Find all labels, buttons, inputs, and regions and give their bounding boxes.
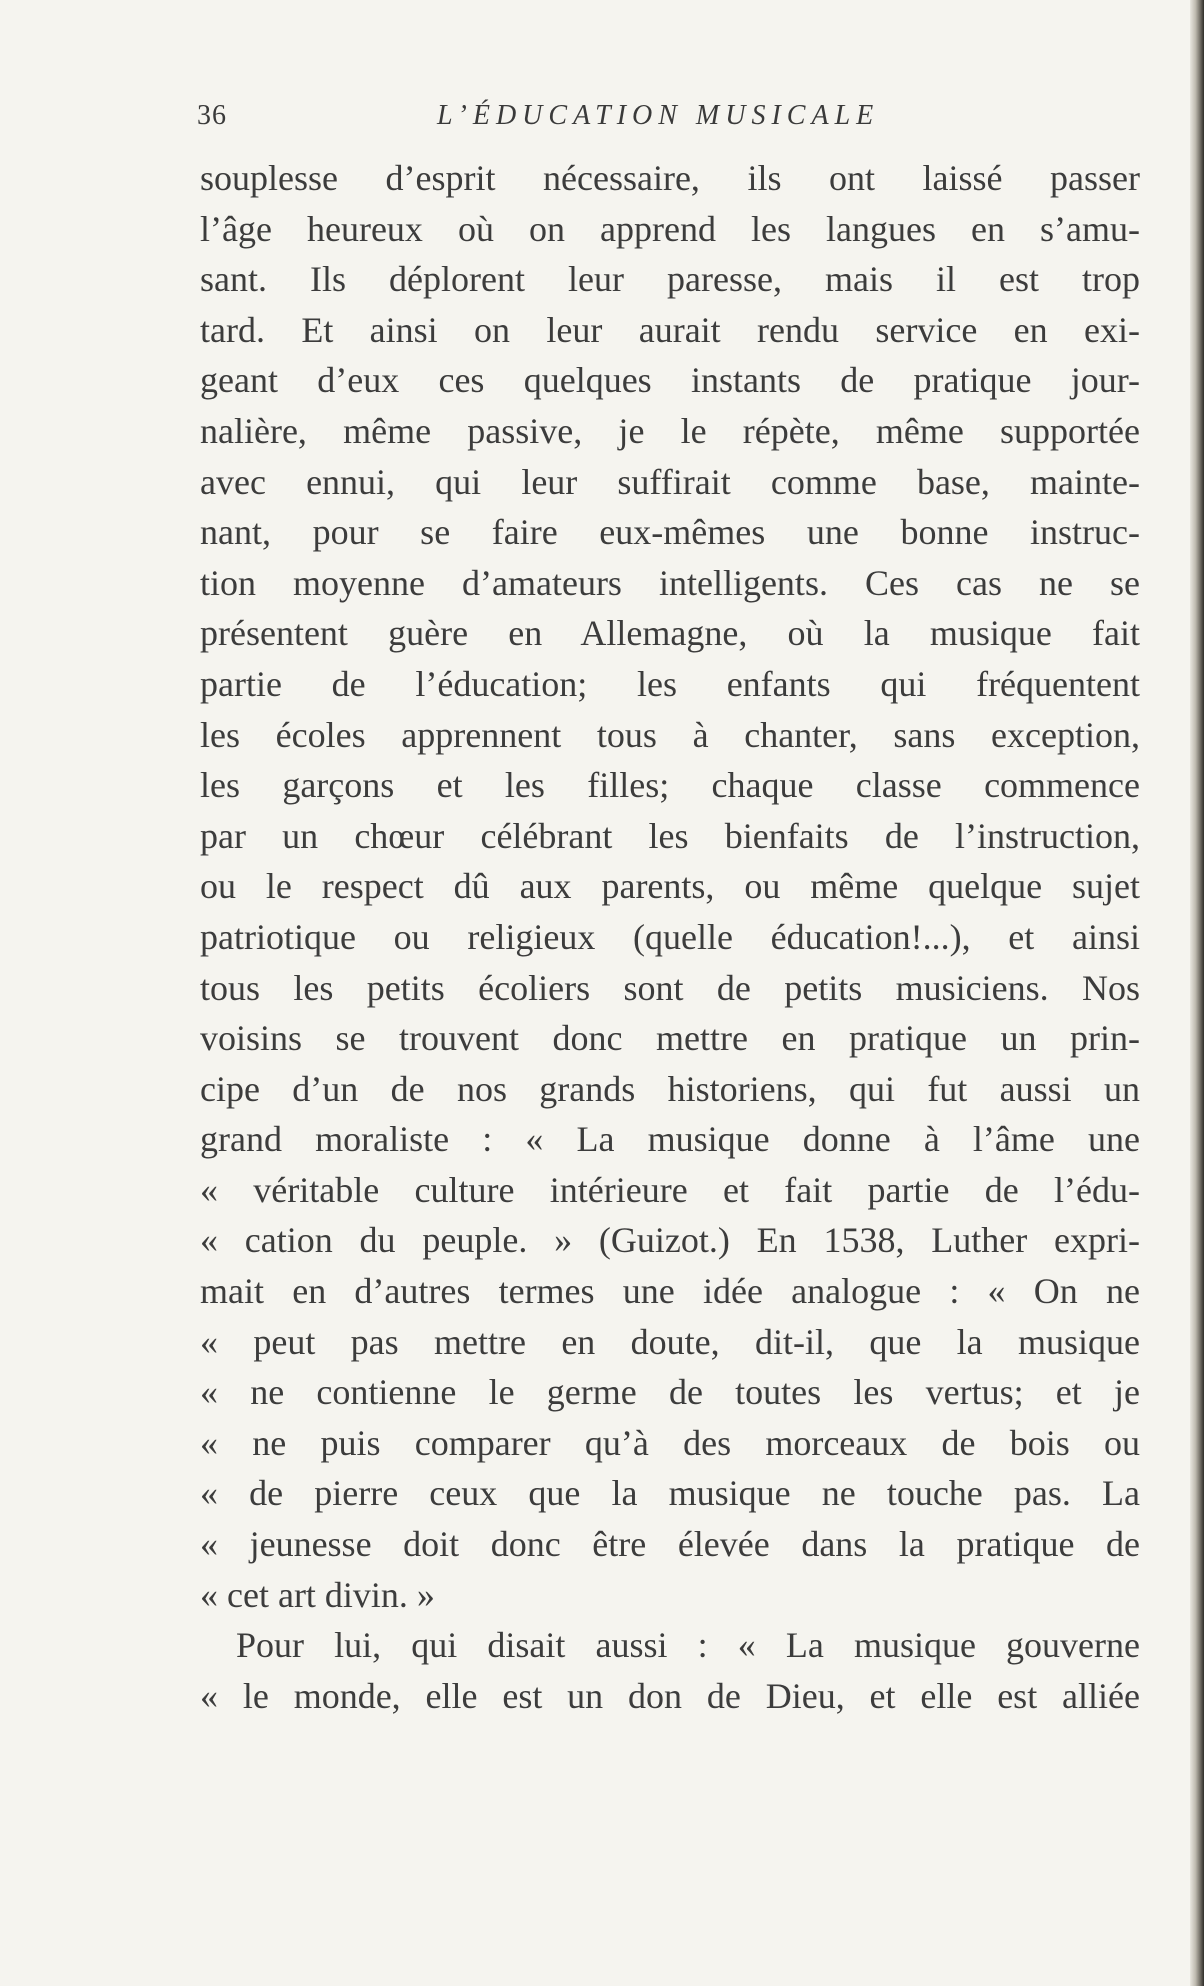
text-line: « peut pas mettre en doute, dit-il, que la musique [200,1321,1140,1362]
text-line: ou le respect dû aux parents, ou même quelque sujet [200,866,1140,907]
text-line: les garçons et les filles; chaque classe commence [200,765,1140,806]
text-line: tion moyenne d’amateurs intelligents. Ces cas ne se [200,562,1140,603]
text-line: « véritable culture intérieure et fait partie de l’édu- [200,1169,1140,1210]
text-line: « ne contienne le germe de toutes les vertus; et je [200,1372,1140,1413]
text-line: mait en d’autres termes une idée analogue : « On ne [200,1271,1140,1312]
running-head: L’ÉDUCATION MUSICALE [437,100,880,131]
text-line: présentent guère en Allemagne, où la musique fait [200,613,1140,654]
text-line: sant. Ils déplorent leur paresse, mais il est trop [200,259,1140,300]
text-line: avec ennui, qui leur suffirait comme base, mainte- [200,461,1140,502]
text-line: tous les petits écoliers sont de petits musiciens. Nos [200,967,1140,1008]
page-header [197,100,1137,136]
text-line: cipe d’un de nos grands historiens, qui fut aussi un [200,1068,1140,1109]
text-line: « le monde, elle est un don de Dieu, et elle est alliée [200,1675,1140,1716]
text-line: « jeunesse doit donc être élevée dans la pratique de [200,1524,1140,1565]
text-line: tard. Et ainsi on leur aurait rendu service en exi- [200,309,1140,350]
text-line: « ne puis comparer qu’à des morceaux de bois ou [200,1422,1140,1463]
text-line: partie de l’éducation; les enfants qui fréquentent [200,663,1140,704]
text-line: grand moraliste : « La musique donne à l’âme une [200,1119,1140,1160]
text-line: geant d’eux ces quelques instants de pratique jour- [200,360,1140,401]
text-line: patriotique ou religieux (quelle éducation!...), et ainsi [200,916,1140,957]
text-line: voisins se trouvent donc mettre en pratique un prin- [200,1018,1140,1059]
text-line: nalière, même passive, je le répète, même supportée [200,410,1140,451]
text-line: nant, pour se faire eux-mêmes une bonne instruc- [200,512,1140,553]
text-line: l’âge heureux où on apprend les langues en s’amu- [200,208,1140,249]
text-line: les écoles apprennent tous à chanter, sans exception, [200,714,1140,755]
text-line: « cation du peuple. » (Guizot.) En 1538, Luther expri- [200,1220,1140,1261]
text-line: « de pierre ceux que la musique ne touche pas. La [200,1473,1140,1514]
text-line: souplesse d’esprit nécessaire, ils ont laissé passer [200,158,1140,198]
text-line: « cet art divin. » [200,1574,435,1615]
text-line: par un chœur célébrant les bienfaits de l’instruction, [200,815,1140,856]
body-text [200,153,1140,1721]
page-number: 36 [197,100,227,131]
text-line: Pour lui, qui disait aussi : « La musique gouverne [236,1625,1140,1666]
page-edge-shadow [1190,0,1204,1986]
